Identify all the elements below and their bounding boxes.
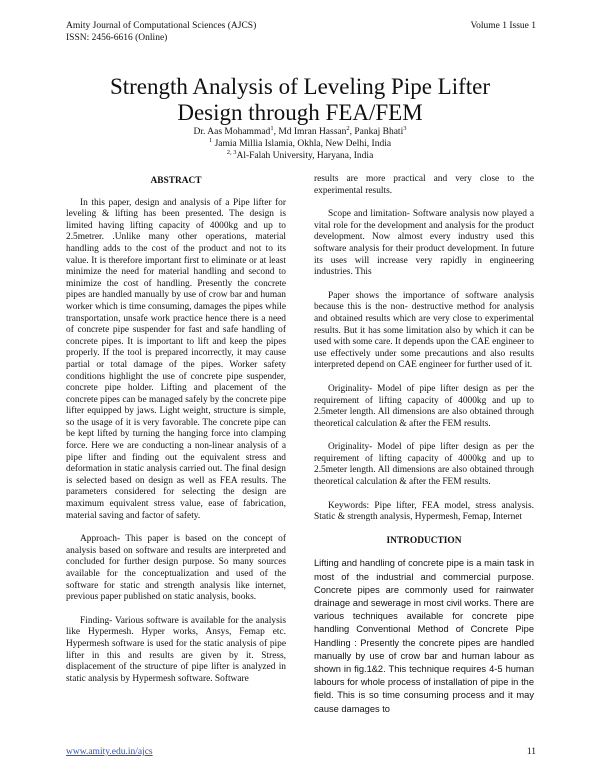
- author-names: Dr. Aas Mohammad$^1$, Md Imran Hassan$^2$, Pankaj Bhati$^3$: [193, 124, 407, 137]
- title-line-2: Design through FEA/FEM: [177, 100, 423, 125]
- journal-name: Amity Journal of Computational Sciences (AJCS): [66, 21, 257, 31]
- affiliation-2: $^{2, 3}$Al-Falah University, Haryana, India: [226, 148, 374, 161]
- running-header: [66, 20, 536, 44]
- author-block: [60, 126, 540, 162]
- introduction-paragraph: Lifting and handling of concrete pipe is a main task in most of the industrial and commercial purpose. Concrete pipes are commonly used for rainwater drainage and sewerage in most civil works. There are various techniques available for concrete pipe handling Conventional Method of Concrete Pipe Handling : Presently the concrete pipes are handled manually by use of crow bar and human labour as shown in fig.1&2. This technique requires 4-5 human labours for whole process of installation of pipe in the field. This is so time consuming process and it may cause damages to: [314, 558, 534, 714]
- originality-paragraph-2: Originality- Model of pipe lifter design as per the requirement of lifting capacity of 4000kg and up to 2.5meter length. All dimensions are also obtained through theoretical calculation & after the FEM results.: [314, 442, 534, 488]
- page-number: 11: [526, 747, 536, 757]
- right-column: [314, 174, 534, 728]
- volume-issue: Volume 1 Issue 1: [470, 21, 536, 31]
- scope-paragraph: Scope and limitation- Software analysis now played a vital role for the development and analysis for the product development. Now almost every industry used this software analysis for their product development. In future its uses will increase very rapidly in engineering industries. This: [314, 209, 534, 278]
- importance-paragraph: Paper shows the importance of software analysis because this is the non- destructive method for analysis and obtained results which are very close to experimental results. But it has some limitation also by which it can be used with some care. It depends upon the CAE engineer to use effectively under some precautions and also results interpreted depend on CAE engineer for further used of it.: [314, 290, 534, 371]
- journal-url-link[interactable]: www.amity.edu.in/ajcs: [66, 747, 153, 757]
- abstract-paragraph: In this paper, design and analysis of a Pipe lifter for leveling & lifting has been presented. The design is limited having lifting capacity of 4000kg and up to 2.5metrer. .Unlike many other operations, material handling adds to the cost of the product and not to its value. It is therefore important first to eliminate or at least minimize the need for material handling and second to minimize the cost of handling. Presently the concrete pipes are handled manually by use of crow bar and human worker which is time consuming, damages the pipes while transportation, unsafe work practice hence there is a need of concrete pipe suspender for fast and safe handling of concrete pipes. It is important to lift and keep the pipes properly. If the tool is prepared incorrectly, it may cause partial or total damage of the pipes. Worker safety conditions highlight the use of concrete pipe suspender, concrete pipe holder. Lifting and placement of the concrete pipes can be managed safely by the concrete pipe lifter equipped by jaws. Light weight, structure is simple, so the usage of it is very favorable. The concrete pipe can be kept lifted by turning the hanging force into clamping force. Here we are conducting a non-linear analysis of a pipe lifter and finding out the equivalent stress and deformation in static analysis carried out. The final design is selected based on design as well as FEA results. The parameters considered for selecting the design are maximum equivalent stress value, ease of fabrication, material saving and factor of safety.: [66, 197, 286, 521]
- affiliation-1: $^1$ Jamia Millia Islamia, Okhla, New Delhi, India: [208, 136, 392, 149]
- page-footer: [66, 747, 536, 757]
- finding-paragraph: Finding- Various software is available for the analysis like Hypermesh. Hyper works, Ansys, Femap etc. Hypermesh software is used for the static analysis of pipe lifter in this and results are given by it. Stress, displacement of the structure of pipe lifter is analyzed in static analysis by Hypermesh software. Software: [66, 615, 286, 684]
- originality-paragraph: Originality- Model of pipe lifter design as per the requirement of lifting capacity of 4000kg and up to 2.5meter length. All dimensions are also obtained through theoretical calculation & after the FEM results.: [314, 383, 534, 429]
- results-paragraph: results are more practical and very close to the experimental results.: [314, 174, 534, 196]
- title-line-1: Strength Analysis of Leveling Pipe Lifter: [109, 74, 491, 99]
- approach-paragraph: Approach- This paper is based on the concept of analysis based on software and results are interpreted and concluded for further design purpose. So many sources available for the conceptualization and used of the software for static and strength analysis like internet, previous paper published on static analysis, books.: [66, 534, 286, 603]
- abstract-heading: ABSTRACT: [150, 176, 202, 186]
- paper-title: [40, 74, 560, 126]
- introduction-heading: INTRODUCTION: [386, 535, 462, 546]
- left-column: [66, 176, 286, 697]
- issn: ISSN: 2456-6616 (Online): [66, 33, 168, 43]
- keywords-paragraph: Keywords: Pipe lifter, FEA model, stress analysis. Static & strength analysis, Hypermesh, Femap, Internet: [314, 500, 534, 523]
